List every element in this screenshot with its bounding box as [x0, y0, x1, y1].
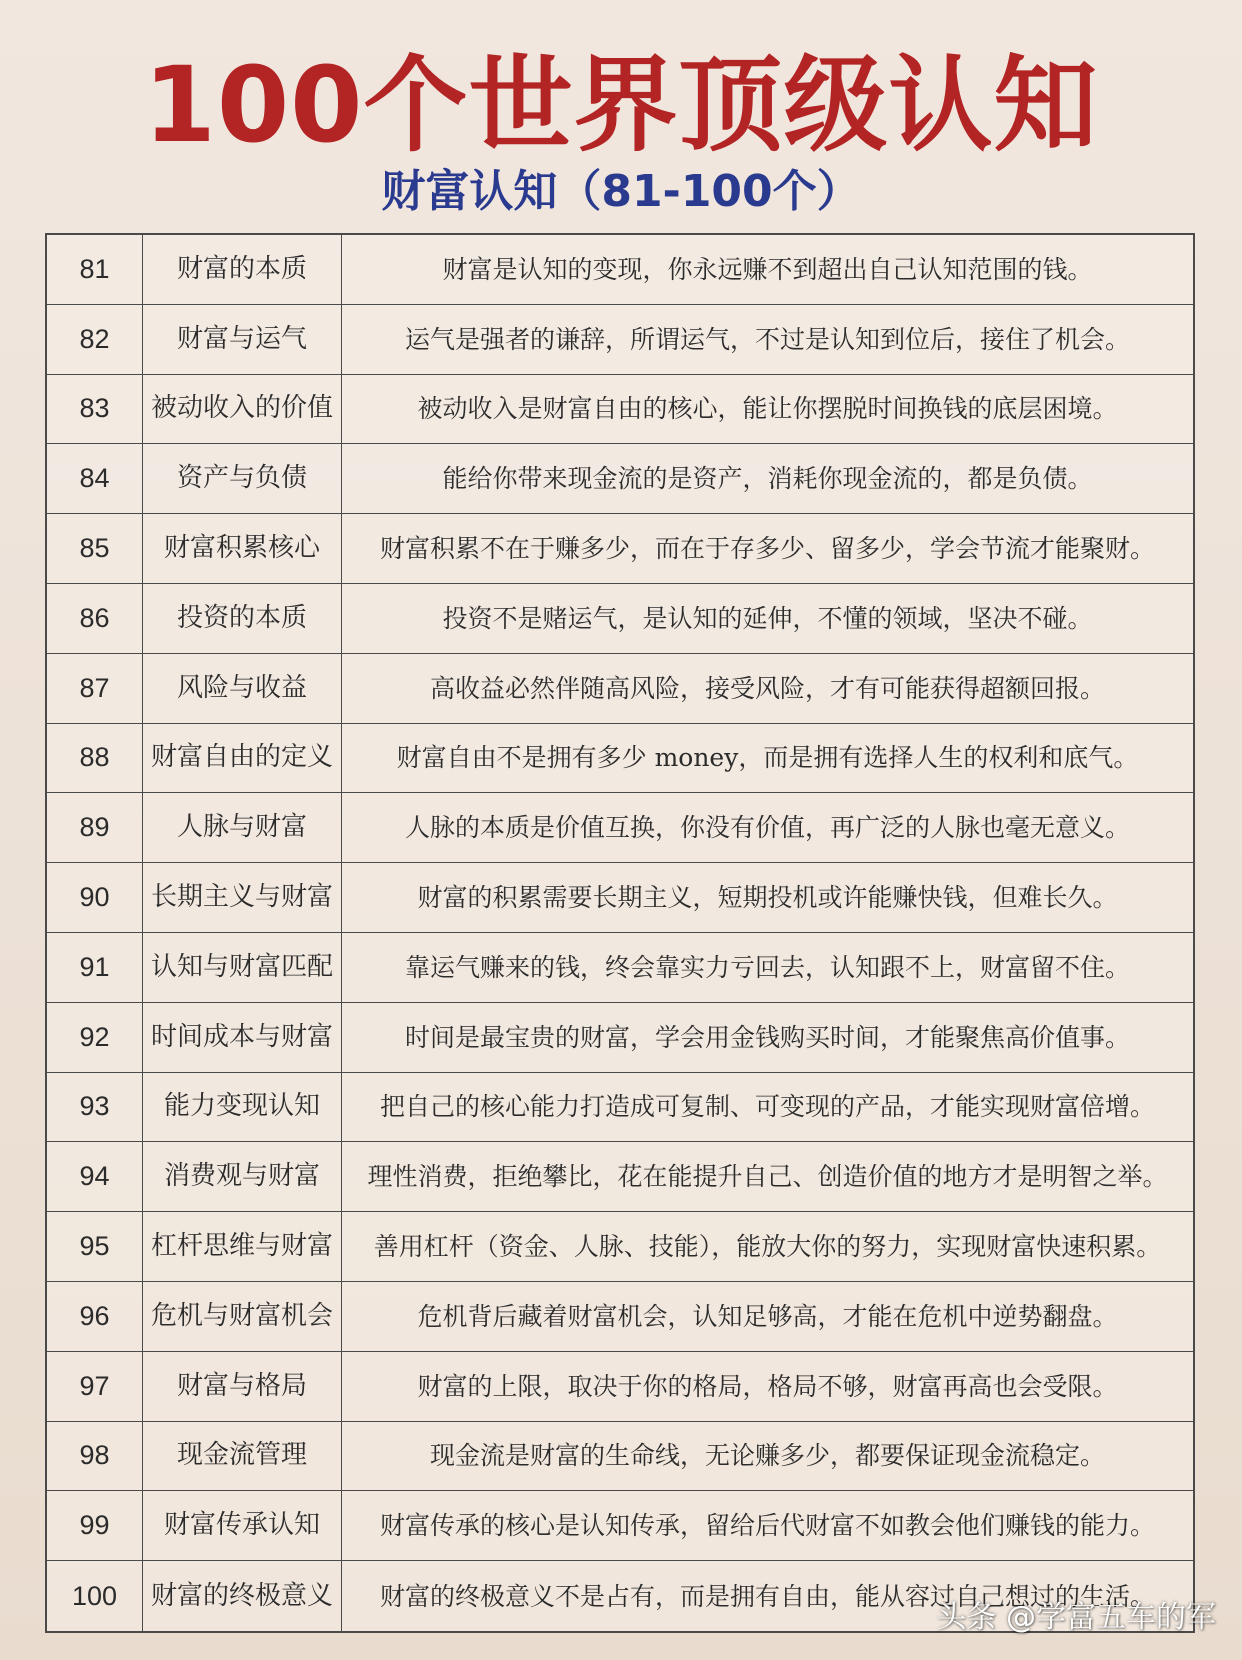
row-description: 财富的上限，取决于你的格局，格局不够，财富再高也会受限。	[342, 1352, 1193, 1422]
row-topic: 能力变现认知	[143, 1073, 342, 1143]
row-topic: 财富积累核心	[143, 514, 342, 584]
row-description: 财富的积累需要长期主义，短期投机或许能赚快钱，但难长久。	[342, 863, 1193, 933]
row-number: 99	[47, 1491, 143, 1561]
row-topic: 财富的终极意义	[143, 1561, 342, 1631]
row-topic: 财富与运气	[143, 305, 342, 375]
row-description: 财富传承的核心是认知传承，留给后代财富不如教会他们赚钱的能力。	[342, 1491, 1193, 1561]
row-number: 97	[47, 1352, 143, 1422]
row-number: 95	[47, 1212, 143, 1282]
row-number: 89	[47, 793, 143, 863]
row-description: 靠运气赚来的钱，终会靠实力亏回去，认知跟不上，财富留不住。	[342, 933, 1193, 1003]
row-number: 98	[47, 1422, 143, 1492]
row-description: 投资不是赌运气，是认知的延伸，不懂的领域，坚决不碰。	[342, 584, 1193, 654]
page-subtitle: 财富认知（81-100个）	[381, 166, 861, 217]
row-number: 96	[47, 1282, 143, 1352]
row-topic: 投资的本质	[143, 584, 342, 654]
row-topic: 财富与格局	[143, 1352, 342, 1422]
row-description: 被动收入是财富自由的核心，能让你摆脱时间换钱的底层困境。	[342, 375, 1193, 445]
row-number: 100	[47, 1561, 143, 1631]
watermark: 头条 @学富五车的军	[936, 1600, 1216, 1635]
row-description: 财富是认知的变现，你永远赚不到超出自己认知范围的钱。	[342, 235, 1193, 305]
row-topic: 人脉与财富	[143, 793, 342, 863]
row-number: 94	[47, 1142, 143, 1212]
row-number: 84	[47, 444, 143, 514]
row-description: 财富自由不是拥有多少 money，而是拥有选择人生的权利和底气。	[342, 724, 1193, 794]
row-number: 91	[47, 933, 143, 1003]
row-topic: 消费观与财富	[143, 1142, 342, 1212]
row-topic: 财富自由的定义	[143, 724, 342, 794]
row-number: 85	[47, 514, 143, 584]
row-topic: 被动收入的价值	[143, 375, 342, 445]
row-topic: 杠杆思维与财富	[143, 1212, 342, 1282]
page-title: 100个世界顶级认知	[143, 44, 1099, 166]
row-description: 善用杠杆（资金、人脉、技能），能放大你的努力，实现财富快速积累。	[342, 1212, 1193, 1282]
row-topic: 财富传承认知	[143, 1491, 342, 1561]
row-description: 能给你带来现金流的是资产，消耗你现金流的，都是负债。	[342, 444, 1193, 514]
row-description: 把自己的核心能力打造成可复制、可变现的产品，才能实现财富倍增。	[342, 1073, 1193, 1143]
row-description: 运气是强者的谦辞，所谓运气，不过是认知到位后，接住了机会。	[342, 305, 1193, 375]
row-number: 88	[47, 724, 143, 794]
row-description: 危机背后藏着财富机会，认知足够高，才能在危机中逆势翻盘。	[342, 1282, 1193, 1352]
row-topic: 财富的本质	[143, 235, 342, 305]
row-description: 财富积累不在于赚多少，而在于存多少、留多少，学会节流才能聚财。	[342, 514, 1193, 584]
row-topic: 时间成本与财富	[143, 1003, 342, 1073]
row-number: 93	[47, 1073, 143, 1143]
row-description: 财富的终极意义不是占有，而是拥有自由，能从容过自己想过的生活。	[379, 1581, 1155, 1611]
row-number: 81	[47, 235, 143, 305]
row-number: 83	[47, 375, 143, 445]
row-number: 90	[47, 863, 143, 933]
row-number: 82	[47, 305, 143, 375]
row-topic: 长期主义与财富	[143, 863, 342, 933]
row-description: 现金流是财富的生命线，无论赚多少，都要保证现金流稳定。	[342, 1422, 1193, 1492]
row-description: 人脉的本质是价值互换，你没有价值，再广泛的人脉也毫无意义。	[342, 793, 1193, 863]
row-number: 92	[47, 1003, 143, 1073]
row-description: 理性消费，拒绝攀比，花在能提升自己、创造价值的地方才是明智之举。	[342, 1142, 1193, 1212]
row-number: 86	[47, 584, 143, 654]
row-topic: 风险与收益	[143, 654, 342, 724]
row-topic: 资产与负债	[143, 444, 342, 514]
row-number: 87	[47, 654, 143, 724]
row-topic: 认知与财富匹配	[143, 933, 342, 1003]
cognition-table	[45, 233, 1195, 1633]
row-topic: 现金流管理	[143, 1422, 342, 1492]
row-description: 时间是最宝贵的财富，学会用金钱购买时间，才能聚焦高价值事。	[342, 1003, 1193, 1073]
row-topic: 危机与财富机会	[143, 1282, 342, 1352]
row-description: 高收益必然伴随高风险，接受风险，才有可能获得超额回报。	[342, 654, 1193, 724]
